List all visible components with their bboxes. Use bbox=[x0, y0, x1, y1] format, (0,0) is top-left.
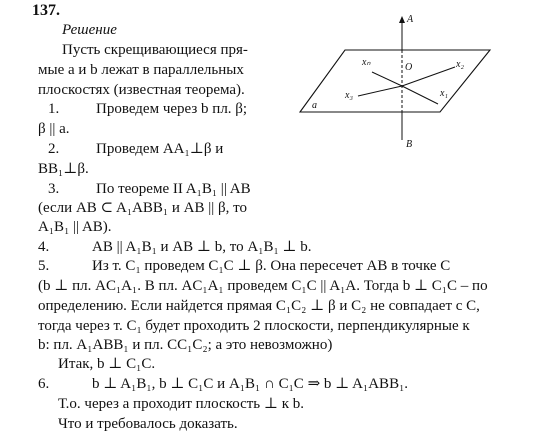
line-x1 bbox=[402, 86, 438, 104]
step-5-line-2: (b ⊥ пл. AC₁A₁. В пл. AC₁A₁ проведем C₁C || A₁A. Тогда b ⊥ C₁C – по bbox=[38, 278, 488, 294]
label-A: A bbox=[407, 14, 414, 25]
step-5-number: 5. bbox=[38, 258, 50, 274]
step-1-text: Проведем через b пл. β; bbox=[96, 101, 248, 117]
intro-line-3: плоскостях (известная теорема). bbox=[38, 82, 245, 98]
step-2-continuation: BB₁⊥β. bbox=[38, 161, 89, 177]
step-6-number: 6. bbox=[38, 376, 50, 392]
step-1-continuation: β || a. bbox=[38, 121, 70, 137]
label-B: B bbox=[406, 139, 413, 150]
step-5-line-3: определению. Если найдется прямая C₁C₂ ⊥ β и C₂ не совпадает с C, bbox=[38, 298, 480, 314]
step-3-number: 3. bbox=[48, 181, 60, 197]
label-a: a bbox=[312, 100, 317, 111]
step-5-line-4: тогда через т. C₁ будет проходить 2 плоскости, перпендикулярные к bbox=[38, 318, 470, 334]
line-x3 bbox=[358, 86, 402, 96]
intro-line-1: Пусть скрещивающиеся пря- bbox=[62, 42, 248, 58]
geometry-figure bbox=[290, 12, 530, 157]
label-x2: x₂ bbox=[456, 59, 464, 70]
problem-number: 137. bbox=[32, 2, 60, 19]
step-5-line-5: b: пл. A₁ABB₁ и пл. CC₁C₂; а это невозможно) bbox=[38, 337, 333, 353]
label-O: O bbox=[405, 62, 413, 73]
step-5-conclusion: Итак, b ⊥ C₁C. bbox=[58, 356, 156, 372]
step-5-text: Из т. C₁ проведем C₁C ⊥ β. Она пересечет AB в точке C bbox=[92, 258, 451, 274]
intro-line-2: мые a и b лежат в параллельных bbox=[38, 62, 244, 78]
step-2-text: Проведем AA₁⊥β и bbox=[96, 141, 224, 157]
step-3-continuation-2: A₁B₁ || AB). bbox=[38, 219, 112, 235]
step-6-text: b ⊥ A₁B₁, b ⊥ C₁C и A₁B₁ ∩ C₁C ⇒ b ⊥ A₁ABB₁. bbox=[92, 376, 409, 392]
step-6-line-3: Что и требовалось доказать. bbox=[58, 416, 238, 432]
step-2-number: 2. bbox=[48, 141, 60, 157]
arrow-up-icon bbox=[399, 16, 405, 23]
label-x3: x₃ bbox=[345, 90, 353, 101]
label-xn: xₙ bbox=[362, 57, 371, 68]
step-4-text: AB || A₁B₁ и AB ⊥ b, то A₁B₁ ⊥ b. bbox=[92, 239, 312, 255]
step-3-continuation-1: (если AB ⊂ A₁ABB₁ и AB || β, то bbox=[38, 200, 248, 216]
step-6-line-2: Т.о. через a проходит плоскость ⊥ к b. bbox=[58, 396, 305, 412]
label-x1: x₁ bbox=[440, 88, 448, 99]
step-3-text: По теореме II A₁B₁ || AB bbox=[96, 181, 251, 197]
solution-title: Решение bbox=[62, 22, 117, 38]
step-4-number: 4. bbox=[38, 239, 50, 255]
step-1-number: 1. bbox=[48, 101, 60, 117]
line-xn bbox=[372, 72, 402, 86]
